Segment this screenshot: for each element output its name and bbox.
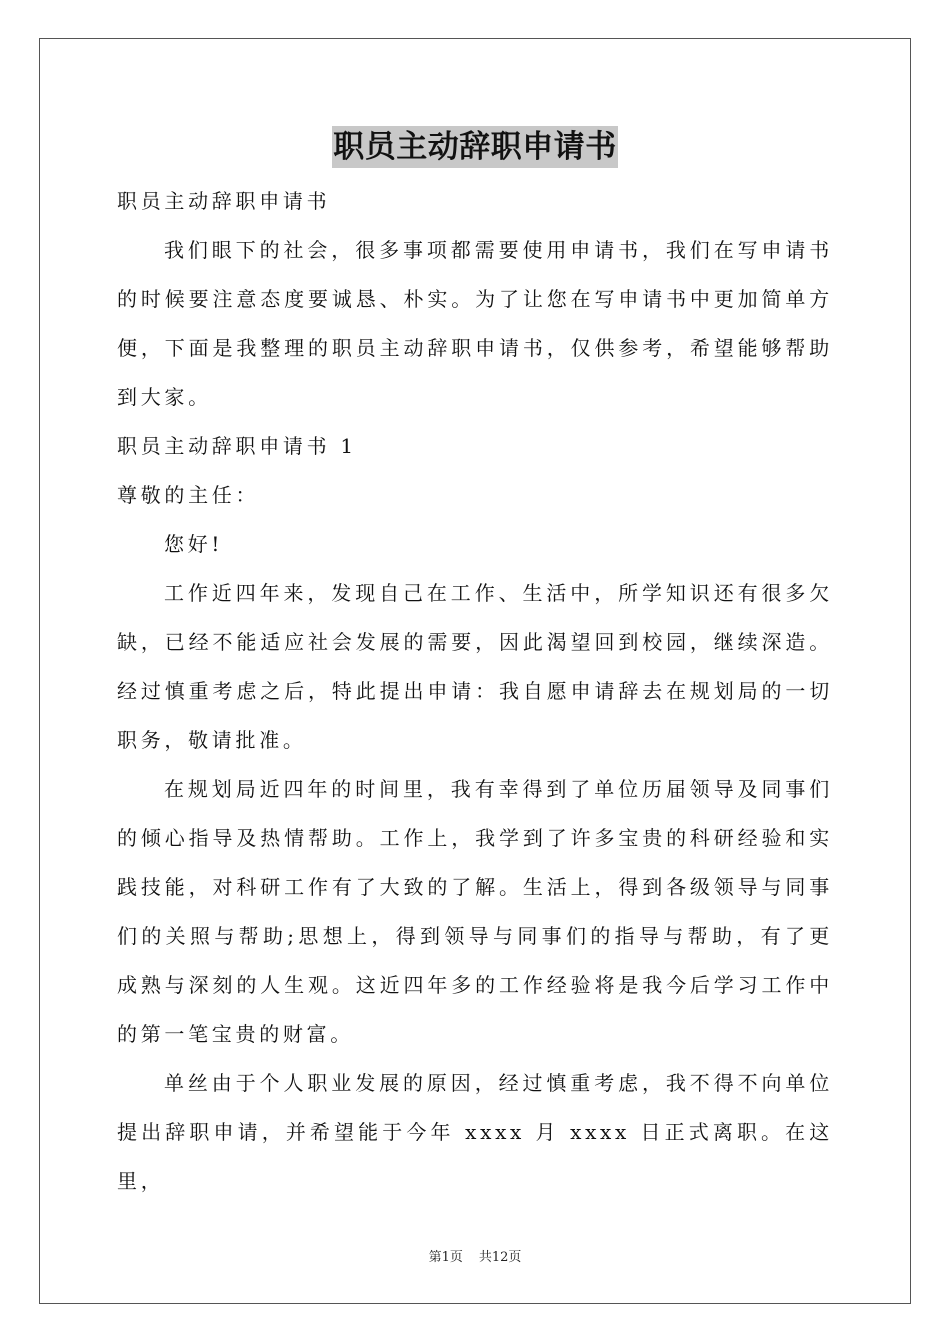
- page-total: 共12页: [478, 1250, 522, 1265]
- document-title-text: 职员主动辞职申请书: [332, 126, 618, 168]
- document-title: [0, 126, 950, 168]
- document-body: [117, 177, 833, 1206]
- paragraph-body-2: 在规划局近四年的时间里，我有幸得到了单位历届领导及同事们的倾心指导及热情帮助。工作上，我学到了许多宝贵的科研经验和实践技能，对科研工作有了大致的了解。生活上，得到各级领导与同事们的关照与帮助;思想上，得到领导与同事们的指导与帮助，有了更成熟与深刻的人生观。这近四年多的工作经验将是我今后学习工作中的第一笔宝贵的财富。: [117, 777, 833, 1046]
- paragraph-greeting: 您好!: [164, 532, 224, 556]
- page-number: 第1页: [428, 1250, 463, 1265]
- paragraph-subtitle: 职员主动辞职申请书: [117, 189, 331, 213]
- page-footer: [0, 1246, 950, 1265]
- paragraph-intro: 我们眼下的社会，很多事项都需要使用申请书，我们在写申请书的时候要注意态度要诚恳、朴实。为了让您在写申请书中更加简单方便，下面是我整理的职员主动辞职申请书，仅供参考，希望能够帮助到大家。: [117, 238, 833, 409]
- paragraph-body-3: 单丝由于个人职业发展的原因，经过慎重考虑，我不得不向单位提出辞职申请，并希望能于今年 xxxx 月 xxxx 日正式离职。在这里，: [117, 1071, 833, 1193]
- paragraph-salutation: 尊敬的主任：: [117, 483, 260, 507]
- paragraph-body-1: 工作近四年来，发现自己在工作、生活中，所学知识还有很多欠缺，已经不能适应社会发展的需要，因此渴望回到校园，继续深造。经过慎重考虑之后，特此提出申请：我自愿申请辞去在规划局的一切职务，敬请批准。: [117, 581, 833, 752]
- paragraph-section-heading: 职员主动辞职申请书 1: [117, 434, 357, 458]
